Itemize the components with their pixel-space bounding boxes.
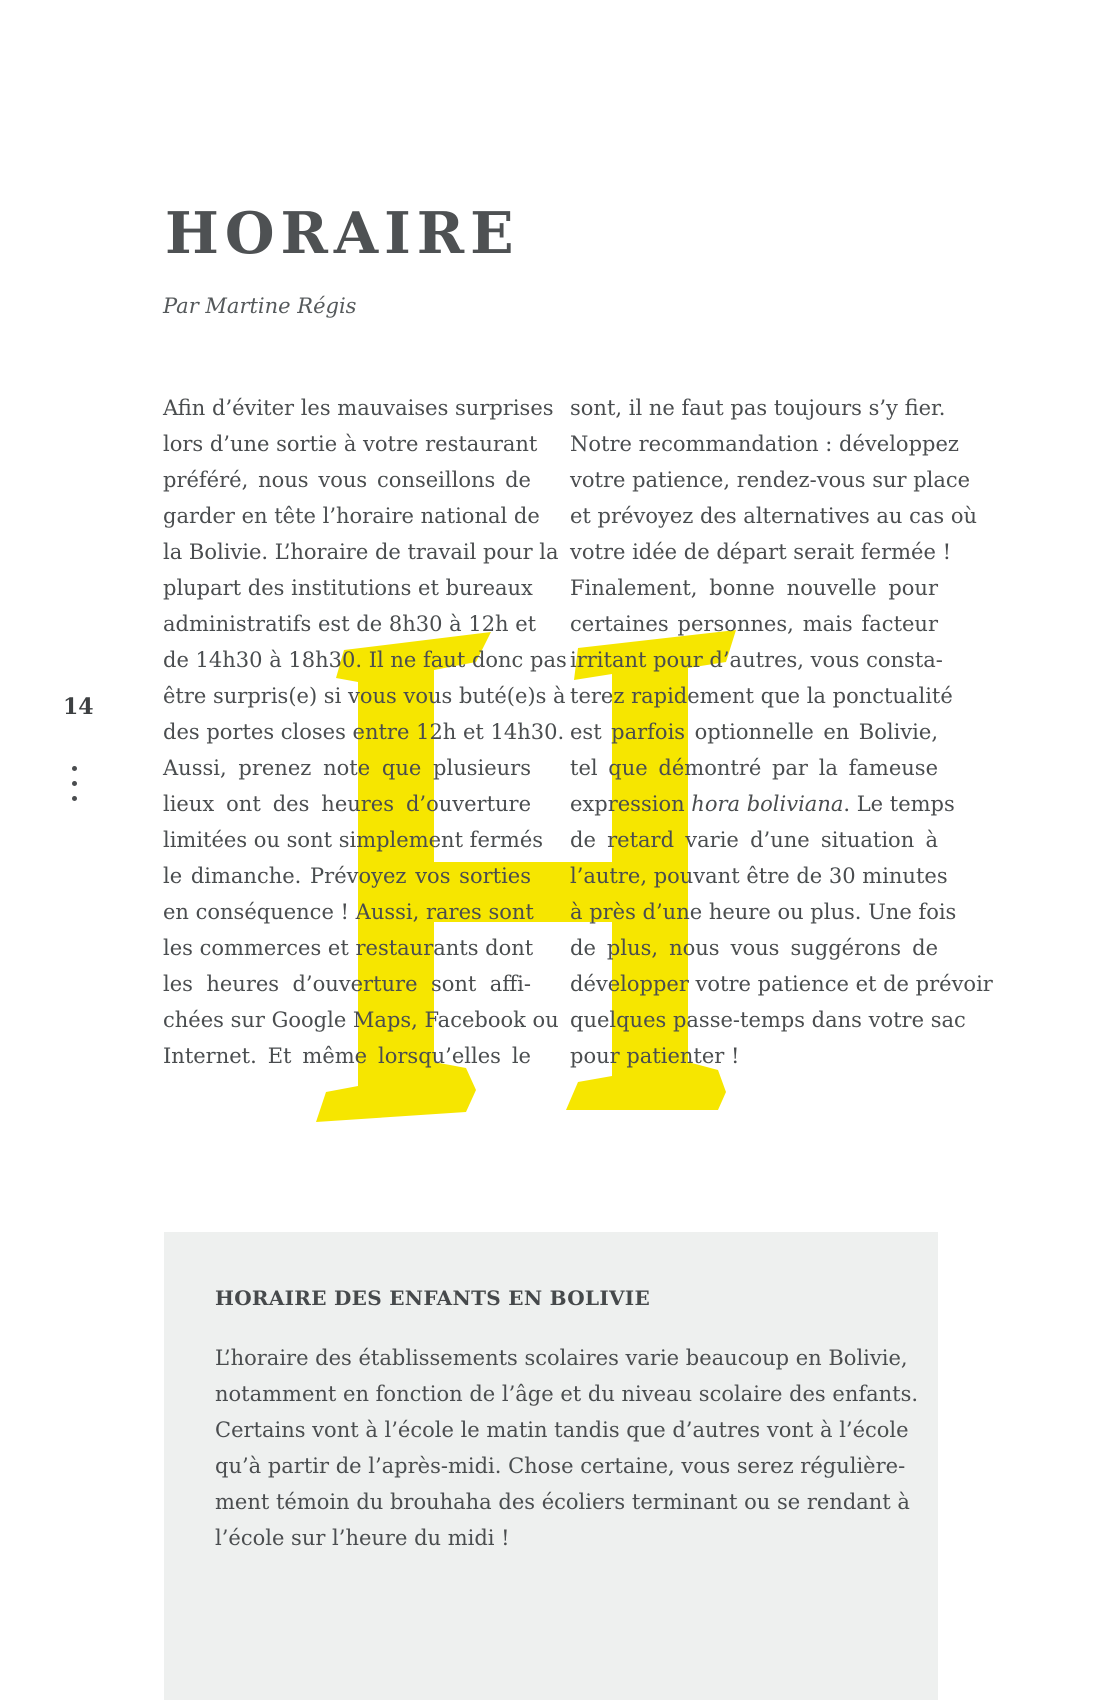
text-line: le dimanche. Prévoyez vos sorties: [163, 864, 531, 888]
dot: [72, 781, 77, 786]
text-line: des portes closes entre 12h et 14h30.: [163, 720, 565, 744]
sidebar-box: [164, 1232, 938, 1700]
text-fragment: . Le temps: [843, 792, 955, 816]
page-number: 14: [63, 694, 94, 720]
text-line: ment témoin du brouhaha des écoliers terminant ou se rendant à: [215, 1490, 910, 1514]
text-line: administratifs est de 8h30 à 12h et: [163, 612, 537, 636]
text-line: préféré, nous vous conseillons de: [163, 468, 531, 492]
text-line: qu’à partir de l’après-midi. Chose certaine, vous serez régulière-: [215, 1454, 906, 1478]
text-line: lieux ont des heures d’ouverture: [163, 792, 531, 816]
text-line: les commerces et restaurants dont: [163, 936, 534, 960]
dot: [72, 766, 77, 771]
text-line: certaines personnes, mais facteur: [570, 612, 938, 636]
text-line: de plus, nous vous suggérons de: [570, 936, 938, 960]
vertical-dots-icon: [72, 766, 78, 811]
text-line: l’autre, pouvant être de 30 minutes: [570, 864, 948, 888]
text-line: irritant pour d’autres, vous consta-: [570, 648, 943, 672]
text-line: limitées ou sont simplement fermés: [163, 828, 544, 852]
text-line: plupart des institutions et bureaux: [163, 576, 533, 600]
text-line: les heures d’ouverture sont affi-: [163, 972, 531, 996]
text-line: Finalement, bonne nouvelle pour: [570, 576, 938, 600]
text-line: tel que démontré par la fameuse: [570, 756, 938, 780]
text-line: quelques passe-temps dans votre sac: [570, 1008, 966, 1032]
text-line: l’école sur l’heure du midi !: [215, 1526, 510, 1550]
text-line: Internet. Et même lorsqu’elles le: [163, 1044, 531, 1068]
text-line: développer votre patience et de prévoir: [570, 972, 993, 996]
text-line: à près d’une heure ou plus. Une fois: [570, 900, 957, 924]
text-line: Afin d’éviter les mauvaises surprises: [163, 396, 554, 420]
text-line: la Bolivie. L’horaire de travail pour la: [163, 540, 559, 564]
text-line: lors d’une sortie à votre restaurant: [163, 432, 538, 456]
emphasis-hora-boliviana: hora boliviana: [691, 792, 844, 816]
text-line: Aussi, prenez note que plusieurs: [163, 756, 531, 780]
text-line: en conséquence ! Aussi, rares sont: [163, 900, 534, 924]
text-line: de 14h30 à 18h30. Il ne faut donc pas: [163, 648, 567, 672]
article-title: HORAIRE: [165, 200, 520, 267]
text-line: Notre recommandation : développez: [570, 432, 959, 456]
byline: Par Martine Régis: [163, 294, 357, 318]
text-line: L’horaire des établissements scolaires varie beaucoup en Bolivie,: [215, 1346, 908, 1370]
text-line: être surpris(e) si vous vous buté(e)s à: [163, 684, 566, 708]
text-line: votre patience, rendez-vous sur place: [570, 468, 971, 492]
text-line: notamment en fonction de l’âge et du niveau scolaire des enfants.: [215, 1382, 919, 1406]
text-line: pour patienter !: [570, 1044, 740, 1068]
text-line: et prévoyez des alternatives au cas où: [570, 504, 978, 528]
text-line: terez rapidement que la ponctualité: [570, 684, 953, 708]
text-line: sont, il ne faut pas toujours s’y fier.: [570, 396, 946, 420]
sidebar-text: [215, 1340, 919, 1556]
text-line: est parfois optionnelle en Bolivie,: [570, 720, 938, 744]
sidebar-title: HORAIRE DES ENFANTS EN BOLIVIE: [215, 1286, 650, 1310]
text-line: Certains vont à l’école le matin tandis que d’autres vont à l’école: [215, 1418, 909, 1442]
left-column: [163, 390, 567, 1074]
text-line: garder en tête l’horaire national de: [163, 504, 540, 528]
text-line: de retard varie d’une situation à: [570, 828, 938, 852]
text-line: votre idée de départ serait fermée !: [570, 540, 952, 564]
text-line: chées sur Google Maps, Facebook ou: [163, 1008, 559, 1032]
dot: [72, 796, 77, 801]
text-line-with-emphasis: [570, 786, 955, 822]
text-fragment: expression: [570, 792, 692, 816]
right-column: [570, 390, 993, 1074]
